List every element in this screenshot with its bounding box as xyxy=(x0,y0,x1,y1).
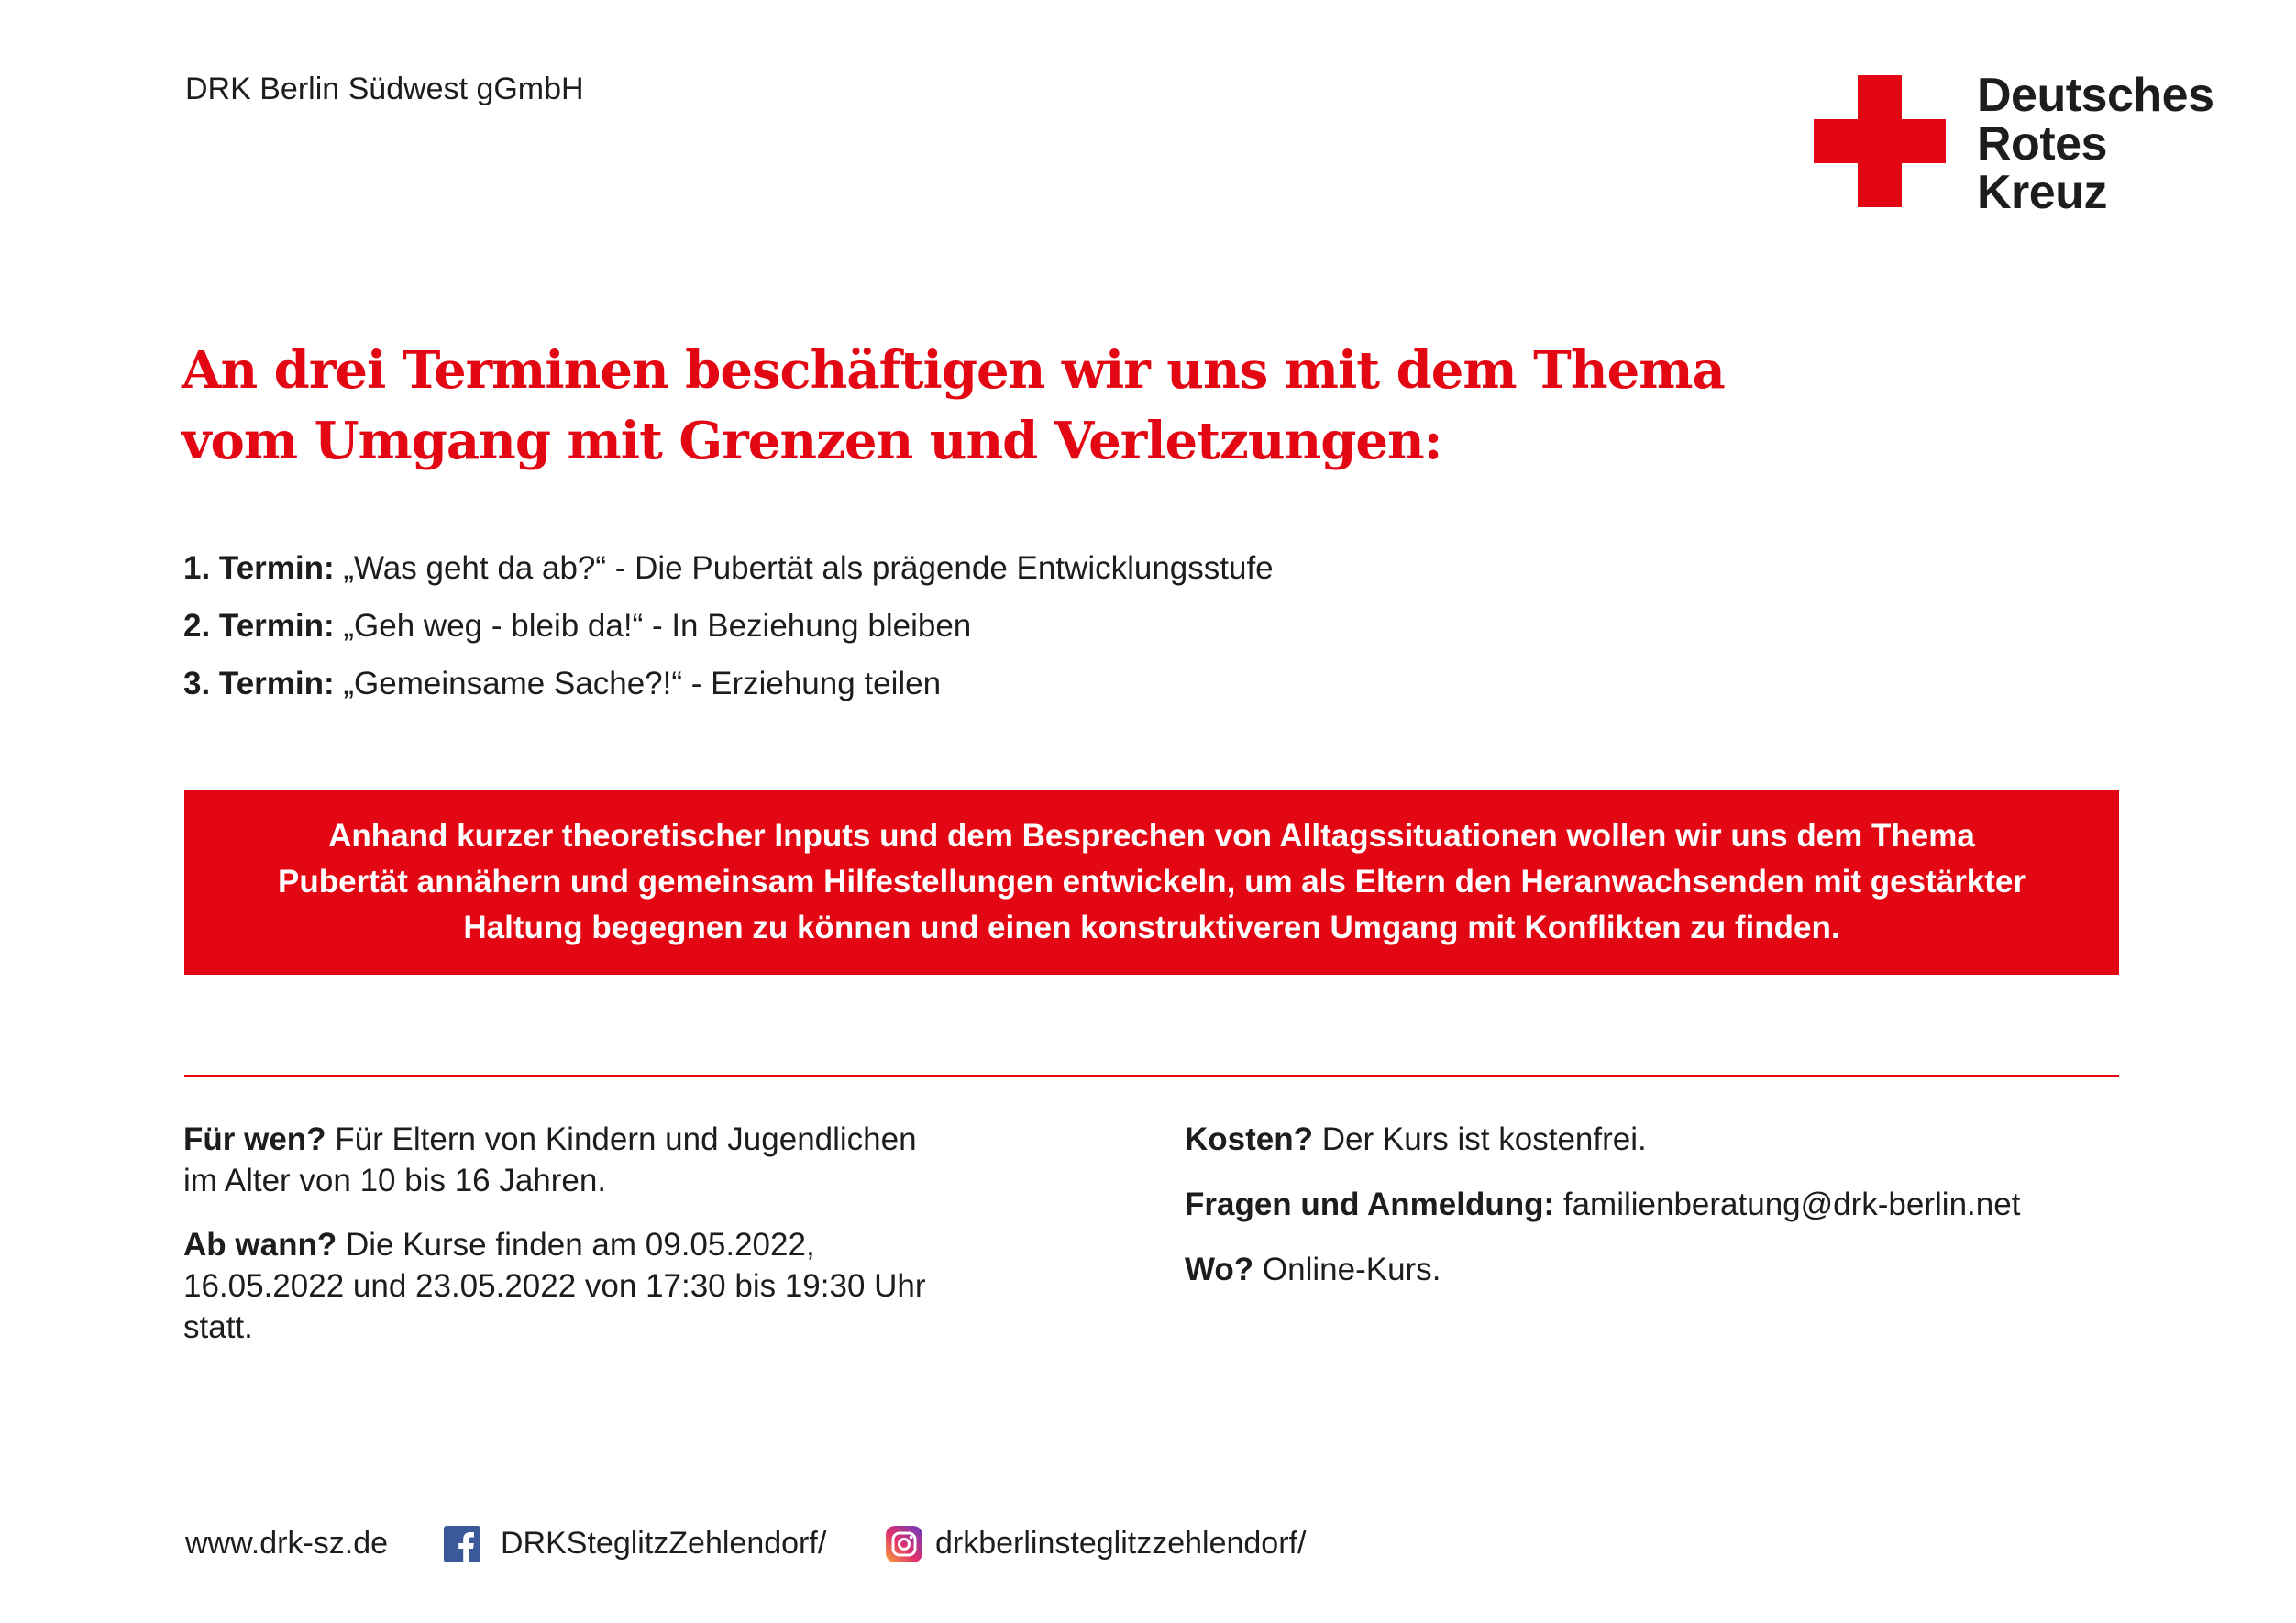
fuer-wen-paragraph xyxy=(183,1119,1027,1201)
termine-list xyxy=(183,539,1274,712)
fuer-wen-label: Für wen? xyxy=(183,1121,326,1157)
kosten-text: Der Kurs ist kostenfrei. xyxy=(1313,1121,1647,1157)
list-item xyxy=(183,539,1274,597)
banner-line-3: Haltung begegnen zu können und einen konstruktiveren Umgang mit Konflikten zu finden. xyxy=(463,910,1840,945)
ab-wann-paragraph xyxy=(183,1224,1027,1348)
headline-line-2: vom Umgang mit Grenzen und Verletzungen: xyxy=(182,411,1442,471)
termin-text: „Was geht da ab?“ - Die Pubertät als prägende Entwicklungsstufe xyxy=(334,550,1274,586)
website-link[interactable]: www.drk-sz.de xyxy=(185,1526,389,1561)
ab-wann-text-2: 16.05.2022 und 23.05.2022 von 17:30 bis 19:30 Uhr xyxy=(183,1268,926,1304)
kosten-label: Kosten? xyxy=(1185,1121,1313,1157)
info-right-column xyxy=(1185,1119,2193,1314)
footer xyxy=(185,1522,1469,1568)
info-banner xyxy=(184,790,2119,975)
logo-line-1: Deutsches xyxy=(1977,69,2214,122)
termin-label: 1. Termin: xyxy=(183,550,335,586)
list-item xyxy=(183,597,1274,655)
wo-label: Wo? xyxy=(1185,1252,1254,1287)
drk-logo xyxy=(1814,69,2235,219)
facebook-link[interactable]: DRKSteglitzZehlendorf/ xyxy=(501,1526,827,1561)
contact-email[interactable]: familienberatung@drk-berlin.net xyxy=(1554,1187,2021,1222)
banner-line-2: Pubertät annähern und gemeinsam Hilfestellungen entwickeln, um als Eltern den Heranwachsenden mit gestärkter xyxy=(277,864,2026,900)
logo-line-3: Kreuz xyxy=(1977,166,2107,219)
fuer-wen-text-1: Für Eltern von Kindern und Jugendlichen xyxy=(326,1121,917,1157)
instagram-link[interactable]: drkberlinsteglitzzehlendorf/ xyxy=(935,1526,1307,1561)
termin-label: 3. Termin: xyxy=(183,666,335,701)
wo-text: Online-Kurs. xyxy=(1253,1252,1441,1287)
banner-line-1: Anhand kurzer theoretischer Inputs und dem Besprechen von Alltagssituationen wollen wir uns dem Thema xyxy=(328,818,1975,854)
logo-line-2: Rotes xyxy=(1977,117,2107,171)
ab-wann-text-1: Die Kurse finden am 09.05.2022, xyxy=(337,1227,815,1263)
logo-wordmark xyxy=(1977,69,2214,219)
organization-name: DRK Berlin Südwest gGmbH xyxy=(185,72,584,106)
fragen-label: Fragen und Anmeldung: xyxy=(1185,1187,1555,1222)
termin-text: „Geh weg - bleib da!“ - In Beziehung bleiben xyxy=(334,608,972,644)
fuer-wen-text-2: im Alter von 10 bis 16 Jahren. xyxy=(183,1163,607,1198)
list-item xyxy=(183,655,1274,712)
kosten-paragraph xyxy=(1185,1119,2193,1160)
facebook-icon[interactable] xyxy=(444,1526,480,1562)
red-cross-icon xyxy=(1814,75,1946,207)
section-divider xyxy=(184,1075,2119,1077)
headline xyxy=(182,336,1924,477)
termin-text: „Gemeinsame Sache?!“ - Erziehung teilen xyxy=(334,666,942,701)
termin-label: 2. Termin: xyxy=(183,608,335,644)
ab-wann-text-3: statt. xyxy=(183,1309,253,1345)
instagram-icon[interactable] xyxy=(886,1526,922,1562)
wo-paragraph xyxy=(1185,1249,2193,1290)
ab-wann-label: Ab wann? xyxy=(183,1227,337,1263)
fragen-paragraph xyxy=(1185,1184,2193,1225)
info-left-column xyxy=(183,1119,1027,1371)
headline-line-1: An drei Terminen beschäftigen wir uns mit dem Thema xyxy=(182,340,1725,401)
